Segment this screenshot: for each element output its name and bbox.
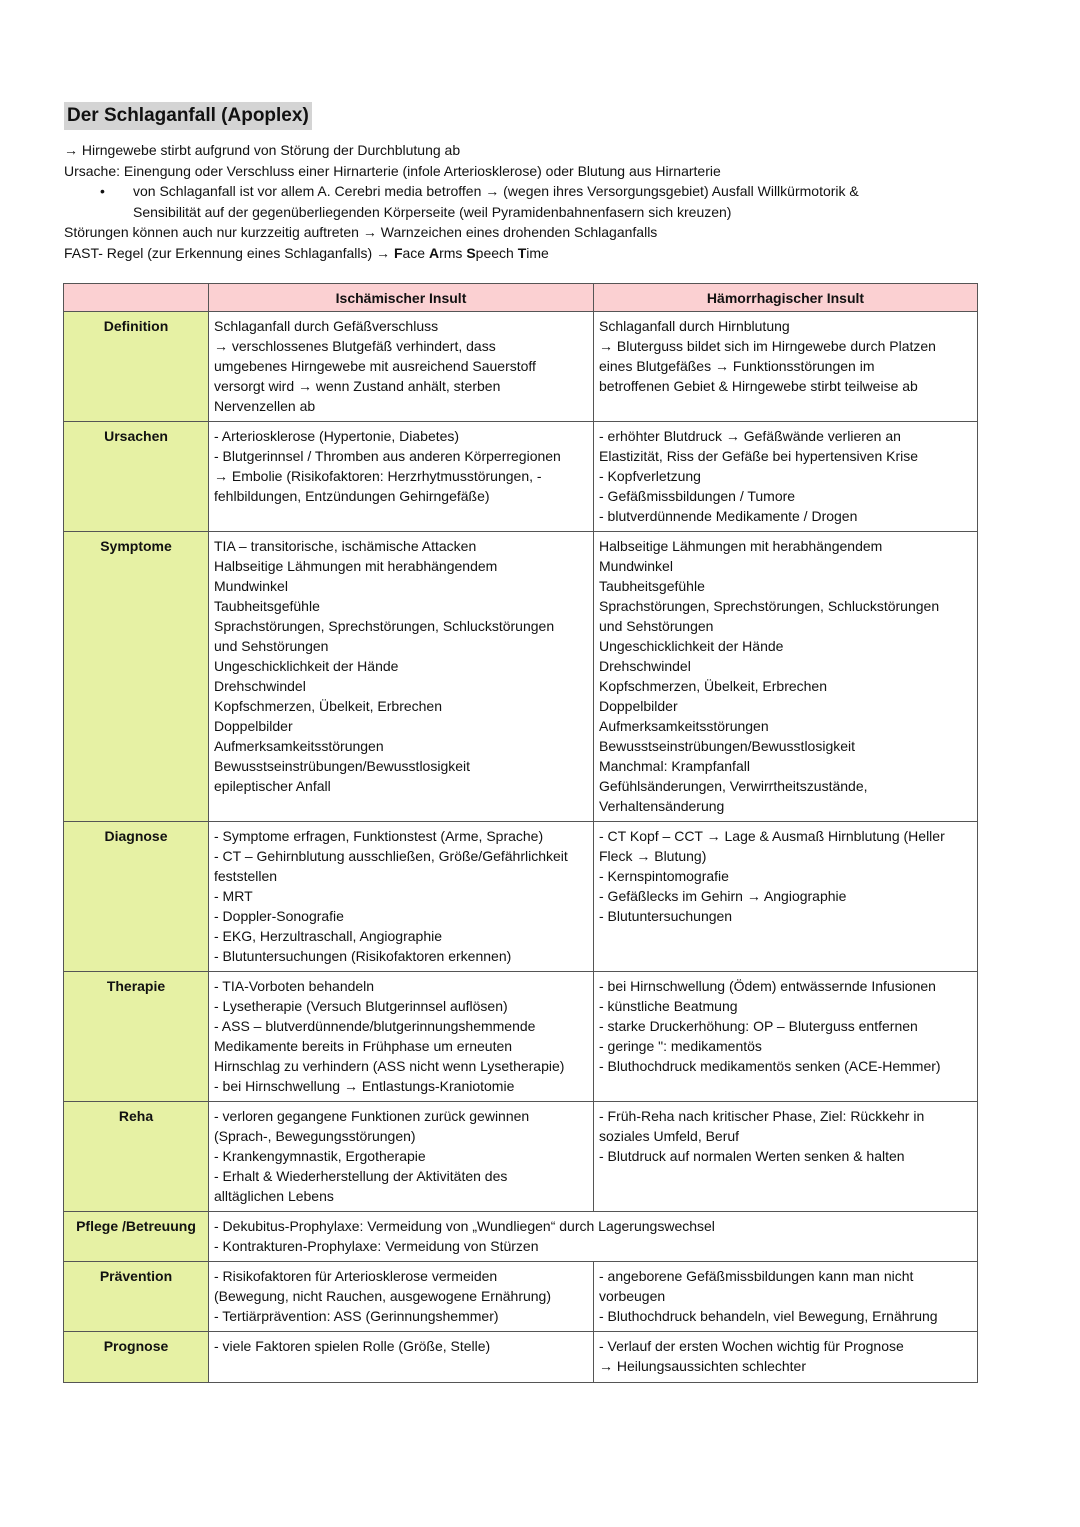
cell-hemorrhagic — [594, 312, 978, 422]
cell-line: Kopfschmerzen, Übelkeit, Erbrechen — [599, 678, 827, 694]
cell-line: - MRT — [214, 888, 253, 904]
cell-line: Sprachstörungen, Sprechstörungen, Schluckstörungen — [599, 598, 940, 614]
cell-line: - Bluthochdruck behandeln, viel Bewegung, Ernährung — [599, 1308, 938, 1324]
cell-line: - Blutdruck auf normalen Werten senken & halten — [599, 1148, 905, 1164]
comparison-table — [63, 283, 978, 1383]
row-label: Pflege /Betreuung — [64, 1212, 209, 1262]
intro-line: Störungen können auch nur kurzzeitig auftreten → Warnzeichen eines drohenden Schlaganfalls — [64, 224, 658, 240]
cell-line: umgebenes Hirngewebe mit ausreichend Sauerstoff — [214, 358, 536, 374]
fast-rule — [64, 243, 1004, 264]
cell-line: und Sehstörungen — [214, 638, 329, 654]
bullet-item — [64, 181, 1004, 222]
cell-line: Aufmerksamkeitsstörungen — [599, 718, 769, 734]
row-label: Therapie — [64, 972, 209, 1102]
cell-line: - Blutgerinnsel / Thromben aus anderen Körperregionen — [214, 448, 561, 464]
cell-line: - Doppler-Sonografie — [214, 908, 344, 924]
cell-hemorrhagic — [594, 1102, 978, 1212]
cell-line: Halbseitige Lähmungen mit herabhängendem — [599, 538, 883, 554]
cell-line: - erhöhter Blutdruck → Gefäßwände verlieren an — [599, 428, 901, 444]
cell-line: - Lysetherapie (Versuch Blutgerinnsel auflösen) — [214, 998, 508, 1014]
cell-line: - Kopfverletzung — [599, 468, 701, 484]
cell-line: - Dekubitus-Prophylaxe: Vermeidung von „Wundliegen“ durch Lagerungswechsel — [214, 1218, 715, 1234]
cell-line: - verloren gegangene Funktionen zurück gewinnen — [214, 1108, 530, 1124]
cell-ischemic — [209, 532, 594, 822]
cell-line: feststellen — [214, 868, 278, 884]
table-row — [64, 422, 978, 532]
table-row — [64, 532, 978, 822]
cell-line: Hirnschlag zu verhindern (ASS nicht wenn Lysetherapie) — [214, 1058, 565, 1074]
cell-line: - CT – Gehirnblutung ausschließen, Größe/Gefährlichkeit — [214, 848, 568, 864]
cell-line: - viele Faktoren spielen Rolle (Größe, Stelle) — [214, 1338, 491, 1354]
cell-hemorrhagic — [594, 422, 978, 532]
row-label: Definition — [64, 312, 209, 422]
cell-line: - Risikofaktoren für Arteriosklerose vermeiden — [214, 1268, 498, 1284]
intro-section — [64, 140, 1004, 263]
cell-line: - ASS – blutverdünnende/blutgerinnungshemmende — [214, 1018, 536, 1034]
table-row — [64, 1102, 978, 1212]
cell-line: Ungeschicklichkeit der Hände — [214, 658, 399, 674]
cell-line: - Erhalt & Wiederherstellung der Aktivitäten des — [214, 1168, 508, 1184]
cell-line: Schlaganfall durch Gefäßverschluss — [214, 318, 439, 334]
intro-line: → Hirngewebe stirbt aufgrund von Störung der Durchblutung ab — [64, 142, 461, 158]
cell-line: - bei Hirnschwellung → Entlastungs-Kraniotomie — [214, 1078, 515, 1094]
cell-line: - Blutuntersuchungen — [599, 908, 733, 924]
bullet-line: Sensibilität auf der gegenüberliegenden Körperseite (weil Pyramidenbahnenfasern sich kreuzen) — [133, 203, 732, 220]
cell-line: - Blutuntersuchungen (Risikofaktoren erkennen) — [214, 948, 512, 964]
fast-letter: T — [517, 244, 527, 261]
cell-ischemic — [209, 1102, 594, 1212]
page-title: Der Schlaganfall (Apoplex) — [64, 102, 312, 130]
cell-ischemic — [209, 822, 594, 972]
cell-line: Bewusstseinstrübungen/Bewusstlosigkeit — [214, 758, 471, 774]
header-cell-empty — [64, 284, 209, 312]
cell-line: - starke Druckerhöhung: OP – Bluterguss entfernen — [599, 1018, 918, 1034]
fast-rest: peech — [475, 244, 518, 261]
cell-line: eines Blutgefäßes → Funktionsstörungen im — [599, 358, 875, 374]
header-cell-hemorrhagic: Hämorrhagischer Insult — [594, 284, 978, 312]
cell-line: Aufmerksamkeitsstörungen — [214, 738, 384, 754]
cell-line: - Tertiärprävention: ASS (Gerinnungshemmer) — [214, 1308, 499, 1324]
table-body — [64, 284, 978, 1383]
table-row — [64, 312, 978, 422]
row-label: Prävention — [64, 1262, 209, 1332]
cell-hemorrhagic — [594, 1332, 978, 1383]
row-label: Symptome — [64, 532, 209, 822]
row-label: Reha — [64, 1102, 209, 1212]
cell-line: - angeborene Gefäßmissbildungen kann man nicht — [599, 1268, 914, 1284]
cell-line: Mundwinkel — [599, 558, 673, 574]
cell-line: - Kontrakturen-Prophylaxe: Vermeidung von Stürzen — [214, 1238, 539, 1254]
cell-ischemic — [209, 1332, 594, 1383]
cell-line: Doppelbilder — [214, 718, 293, 734]
cell-line: vorbeugen — [599, 1288, 666, 1304]
cell-ischemic — [209, 972, 594, 1102]
cell-line: - CT Kopf – CCT → Lage & Ausmaß Hirnblutung (Heller — [599, 828, 945, 844]
cell-line: betroffenen Gebiet & Hirngewebe stirbt teilweise ab — [599, 378, 918, 394]
cell-line: Drehschwindel — [599, 658, 691, 674]
cell-line: Taubheitsgefühle — [599, 578, 705, 594]
cell-hemorrhagic — [594, 972, 978, 1102]
cell-line: → verschlossenes Blutgefäß verhindert, dass — [214, 338, 496, 354]
table-row — [64, 822, 978, 972]
cell-hemorrhagic — [594, 1262, 978, 1332]
cell-line: Halbseitige Lähmungen mit herabhängendem — [214, 558, 498, 574]
cell-line: Gefühlsänderungen, Verwirrtheitszustände, — [599, 778, 868, 794]
cell-line: Verhaltensänderung — [599, 798, 725, 814]
fast-letter: A — [428, 244, 440, 261]
fast-letter: S — [466, 244, 476, 261]
cell-line: - Gefäßlecks im Gehirn → Angiographie — [599, 888, 847, 904]
cell-line: - EKG, Herzultraschall, Angiographie — [214, 928, 442, 944]
cell-line: epileptischer Anfall — [214, 778, 331, 794]
cell-line: - künstliche Beatmung — [599, 998, 738, 1014]
header-row — [64, 284, 978, 312]
cell-line: Bewusstseinstrübungen/Bewusstlosigkeit — [599, 738, 856, 754]
cell-line: - Arteriosklerose (Hypertonie, Diabetes) — [214, 428, 460, 444]
fast-rest: rms — [439, 244, 467, 261]
cell-line: - Verlauf der ersten Wochen wichtig für Prognose — [599, 1338, 904, 1354]
cell-line: → Bluterguss bildet sich im Hirngewebe durch Platzen — [599, 338, 936, 354]
cell-line: → Heilungsaussichten schlechter — [599, 1358, 806, 1374]
cell-line: - TIA-Vorboten behandeln — [214, 978, 375, 994]
cell-line: Drehschwindel — [214, 678, 306, 694]
cell-line: Ungeschicklichkeit der Hände — [599, 638, 784, 654]
cell-line: Mundwinkel — [214, 578, 288, 594]
table-row — [64, 1212, 978, 1262]
cell-line: - bei Hirnschwellung (Ödem) entwässernde Infusionen — [599, 978, 936, 994]
cell-line: (Sprach-, Bewegungsstörungen) — [214, 1128, 416, 1144]
bullet-line: von Schlaganfall ist vor allem A. Cerebri media betroffen → (wegen ihres Versorgungsgebiet) Ausfall Willkürmotorik & — [133, 183, 859, 199]
row-label: Prognose — [64, 1332, 209, 1383]
header-cell-ischemic: Ischämischer Insult — [209, 284, 594, 312]
cell-shared — [209, 1212, 978, 1262]
table-row — [64, 1332, 978, 1383]
cell-line: - blutverdünnende Medikamente / Drogen — [599, 508, 858, 524]
cell-line: TIA – transitorische, ischämische Attacken — [214, 538, 477, 554]
fast-rest: ace — [402, 244, 429, 261]
cell-line: Nervenzellen ab — [214, 398, 316, 414]
cell-line: Schlaganfall durch Hirnblutung — [599, 318, 790, 334]
fast-rest: ime — [526, 244, 549, 261]
cell-hemorrhagic — [594, 532, 978, 822]
cell-line: Taubheitsgefühle — [214, 598, 320, 614]
cell-ischemic — [209, 422, 594, 532]
cell-ischemic — [209, 1262, 594, 1332]
cell-line: Elastizität, Riss der Gefäße bei hypertensiven Krise — [599, 448, 919, 464]
fast-letter: F — [393, 244, 403, 261]
cell-line: - Früh-Reha nach kritischer Phase, Ziel: Rückkehr in — [599, 1108, 925, 1124]
cell-line: - Symptome erfragen, Funktionstest (Arme, Sprache) — [214, 828, 544, 844]
cell-ischemic — [209, 312, 594, 422]
intro-line: Ursache: Einengung oder Verschluss einer Hirnarterie (infole Arteriosklerose) oder Blutung aus Hirnarterie — [64, 162, 721, 179]
cell-line: und Sehstörungen — [599, 618, 714, 634]
cell-line: Fleck → Blutung) — [599, 848, 707, 864]
row-label: Ursachen — [64, 422, 209, 532]
fast-prefix: FAST- Regel (zur Erkennung eines Schlaganfalls) → — [64, 244, 394, 261]
cell-line: alltäglichen Lebens — [214, 1188, 334, 1204]
cell-line: Medikamente bereits in Frühphase um erneuten — [214, 1038, 513, 1054]
row-label: Diagnose — [64, 822, 209, 972]
cell-line: Manchmal: Krampfanfall — [599, 758, 750, 774]
table-row — [64, 972, 978, 1102]
cell-line: - geringe ": medikamentös — [599, 1038, 762, 1054]
cell-line: fehlbildungen, Entzündungen Gehirngefäße) — [214, 488, 490, 504]
bullet-dot: • — [100, 183, 105, 199]
table-row — [64, 1262, 978, 1332]
cell-line: - Krankengymnastik, Ergotherapie — [214, 1148, 426, 1164]
cell-line: versorgt wird → wenn Zustand anhält, sterben — [214, 378, 501, 394]
cell-line: - Bluthochdruck medikamentös senken (ACE-Hemmer) — [599, 1058, 941, 1074]
cell-line: Doppelbilder — [599, 698, 678, 714]
cell-line: - Gefäßmissbildungen / Tumore — [599, 488, 796, 504]
cell-hemorrhagic — [594, 822, 978, 972]
cell-line: Sprachstörungen, Sprechstörungen, Schluckstörungen — [214, 618, 555, 634]
cell-line: - Kernspintomografie — [599, 868, 729, 884]
cell-line: (Bewegung, nicht Rauchen, ausgewogene Ernährung) — [214, 1288, 552, 1304]
cell-line: soziales Umfeld, Beruf — [599, 1128, 740, 1144]
cell-line: Kopfschmerzen, Übelkeit, Erbrechen — [214, 698, 442, 714]
cell-line: → Embolie (Risikofaktoren: Herzrhytmusstörungen, - — [214, 468, 542, 484]
